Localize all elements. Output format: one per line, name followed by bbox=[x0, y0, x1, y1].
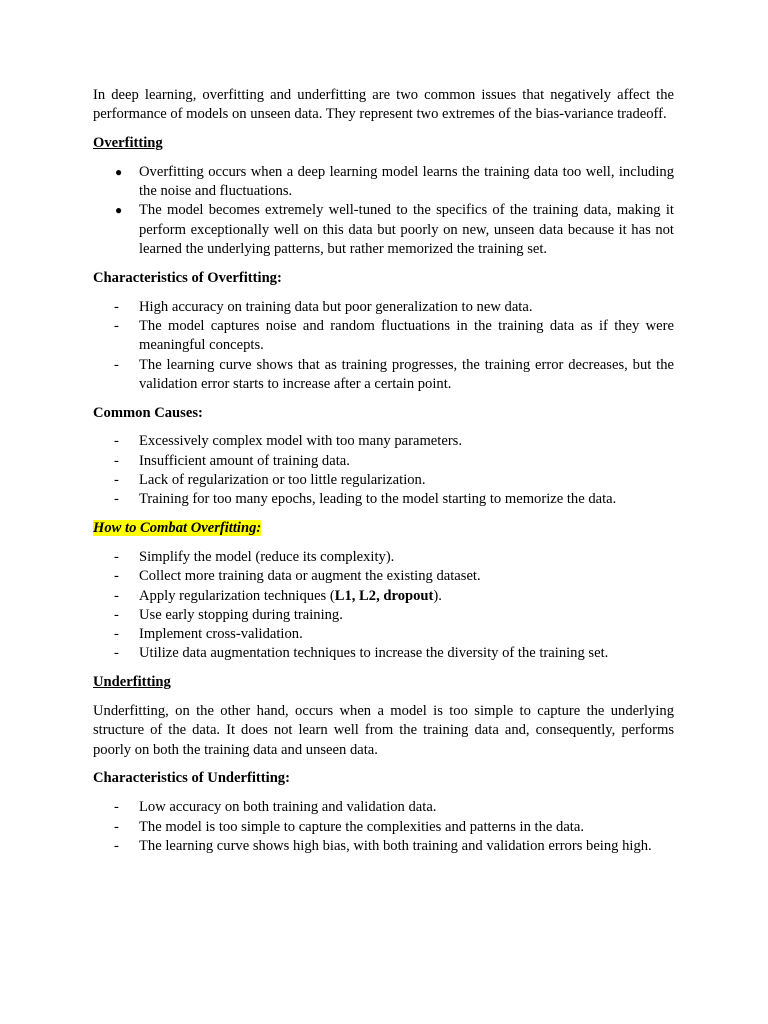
dash-marker: - bbox=[114, 472, 119, 489]
list-item bbox=[93, 432, 674, 451]
regularization-techniques-bold: L1, L2, dropout bbox=[334, 587, 434, 604]
underfitting-characteristics-list bbox=[93, 798, 674, 856]
list-item bbox=[93, 201, 674, 259]
overfitting-characteristics-heading: Characteristics of Overfitting: bbox=[93, 269, 282, 286]
list-item-text: Insufficient amount of training data. bbox=[139, 452, 350, 469]
list-item bbox=[93, 356, 674, 395]
list-item-text: The learning curve shows high bias, with both training and validation errors being high. bbox=[139, 837, 652, 854]
combat-overfitting-heading bbox=[93, 519, 674, 538]
bullet-marker: ● bbox=[115, 164, 123, 179]
dash-marker: - bbox=[114, 548, 119, 565]
dash-marker: - bbox=[114, 799, 119, 816]
list-item bbox=[93, 452, 674, 471]
list-item-text: The model becomes extremely well-tuned to the specifics of the training data, making it perform exceptionally well on this data but poorly on new, unseen data because it has not learned the underlying patterns, but rather memorized the training set. bbox=[139, 202, 674, 258]
list-item-text: Overfitting occurs when a deep learning model learns the training data too well, including the noise and fluctuations. bbox=[139, 163, 674, 200]
list-item bbox=[93, 471, 674, 490]
dash-marker: - bbox=[114, 626, 119, 643]
list-item-text: Excessively complex model with too many parameters. bbox=[139, 433, 463, 450]
list-item-text: The learning curve shows that as training progresses, the training error decreases, but the validation error starts to increase after a certain point. bbox=[139, 356, 674, 392]
dash-marker: - bbox=[114, 317, 119, 334]
list-item bbox=[93, 587, 674, 606]
list-item bbox=[93, 818, 674, 837]
list-item bbox=[93, 163, 674, 202]
list-item-text: The model captures noise and random fluctuations in the training data as if they were meaningful concepts. bbox=[139, 317, 674, 354]
list-item-text: Lack of regularization or too little regularization. bbox=[139, 472, 426, 489]
bullet-marker: ● bbox=[115, 203, 123, 218]
list-item-text: Low accuracy on both training and validation data. bbox=[139, 799, 437, 816]
dash-marker: - bbox=[114, 452, 119, 469]
overfitting-characteristics-list bbox=[93, 298, 674, 394]
common-causes-list bbox=[93, 432, 674, 509]
overfitting-bullet-list bbox=[93, 163, 674, 259]
document-body bbox=[93, 86, 674, 866]
list-item-text: High accuracy on training data but poor generalization to new data. bbox=[139, 298, 533, 315]
list-item bbox=[93, 490, 674, 509]
list-item bbox=[93, 606, 674, 625]
list-item-text: The model is too simple to capture the complexities and patterns in the data. bbox=[139, 818, 584, 835]
list-item-text: Implement cross-validation. bbox=[139, 626, 303, 643]
underfitting-characteristics-heading: Characteristics of Underfitting: bbox=[93, 770, 290, 787]
list-item-text: Training for too many epochs, leading to the model starting to memorize the data. bbox=[139, 491, 617, 508]
list-item-text: Simplify the model (reduce its complexity). bbox=[139, 548, 395, 565]
list-item bbox=[93, 567, 674, 586]
list-item-text: Utilize data augmentation techniques to increase the diversity of the training set. bbox=[139, 645, 609, 662]
dash-marker: - bbox=[114, 645, 119, 662]
overfitting-heading: Overfitting bbox=[93, 135, 163, 152]
list-item bbox=[93, 625, 674, 644]
list-item bbox=[93, 298, 674, 317]
regularization-prefix: Apply regularization techniques ( bbox=[139, 587, 335, 604]
dash-marker: - bbox=[114, 298, 119, 315]
dash-marker: - bbox=[114, 818, 119, 835]
list-item bbox=[93, 837, 674, 856]
common-causes-heading: Common Causes: bbox=[93, 404, 203, 421]
dash-marker: - bbox=[114, 606, 119, 623]
dash-marker: - bbox=[114, 433, 119, 450]
regularization-suffix: ). bbox=[433, 587, 442, 604]
dash-marker: - bbox=[114, 356, 119, 373]
dash-marker: - bbox=[114, 491, 119, 508]
dash-marker: - bbox=[114, 568, 119, 585]
combat-overfitting-list bbox=[93, 548, 674, 664]
highlighted-heading-text: How to Combat Overfitting: bbox=[93, 520, 262, 537]
list-item bbox=[93, 548, 674, 567]
list-item-text: Collect more training data or augment the existing dataset. bbox=[139, 568, 481, 585]
list-item bbox=[93, 798, 674, 817]
list-item-text: Use early stopping during training. bbox=[139, 606, 343, 623]
list-item bbox=[93, 317, 674, 356]
dash-marker: - bbox=[114, 587, 119, 604]
dash-marker: - bbox=[114, 837, 119, 854]
underfitting-paragraph: Underfitting, on the other hand, occurs when a model is too simple to capture the underlying structure of the data. It does not learn well from the training data and, consequently, performs poorly on both the training data and unseen data. bbox=[93, 703, 674, 758]
list-item bbox=[93, 644, 674, 663]
underfitting-heading: Underfitting bbox=[93, 674, 171, 691]
intro-paragraph: In deep learning, overfitting and underfitting are two common issues that negatively affect the performance of models on unseen data. They represent two extremes of the bias-variance tradeoff. bbox=[93, 87, 674, 123]
list-item-text bbox=[139, 588, 442, 604]
